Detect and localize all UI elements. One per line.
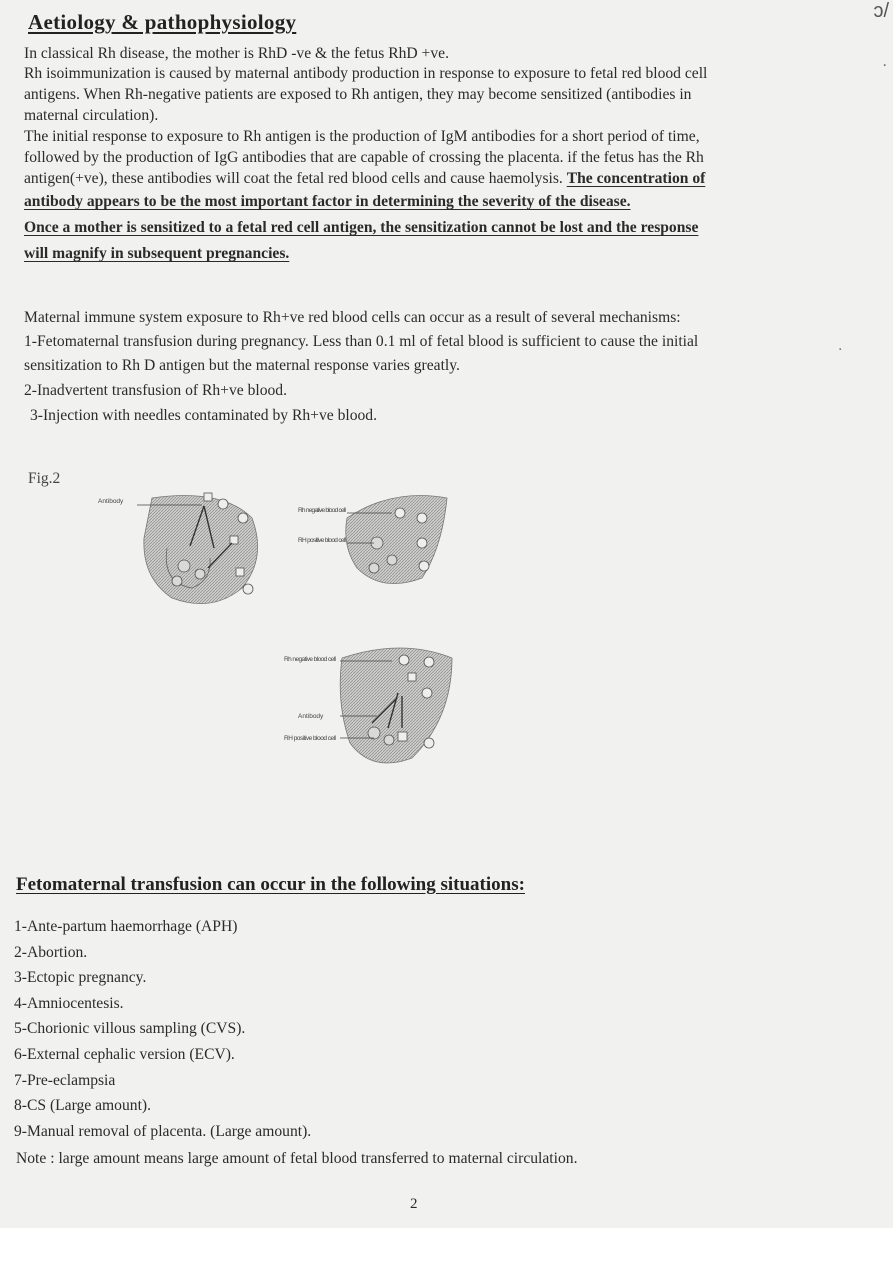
- paragraph-line: In classical Rh disease, the mother is RhD -ve & the fetus RhD +ve.: [24, 45, 449, 62]
- list-item: 6-External cephalic version (ECV).: [14, 1045, 235, 1063]
- stray-dot: .: [838, 338, 843, 354]
- figure-text: Rh negative blood cell: [298, 507, 346, 514]
- figure-panel-3: [284, 648, 452, 763]
- list-item: 4-Amniocentesis.: [14, 994, 124, 1012]
- paragraph-line: Rh isoimmunization is caused by maternal antibody production in response to exposure to fetal red blood cell: [24, 65, 708, 82]
- paragraph-line: Maternal immune system exposure to Rh+ve red blood cells can occur as a result of several mechanisms:: [24, 309, 681, 326]
- list-item: 3-Ectopic pregnancy.: [14, 969, 147, 987]
- figure-text: Antibody: [298, 713, 324, 720]
- emphasis-line: Once a mother is sensitized to a fetal red cell antigen, the sensitization cannot be lost and the response: [24, 219, 699, 236]
- plain-text: antigen(+ve), these antibodies will coat the fetal red blood cells and cause haemolysis.: [24, 170, 567, 187]
- rh-sensitization-figure: [92, 488, 472, 778]
- figure-panel-2: [298, 496, 447, 584]
- emphasis-line: will magnify in subsequent pregnancies.: [24, 245, 290, 262]
- page-number: 2: [410, 1196, 418, 1212]
- paragraph-line: sensitization to Rh D antigen but the maternal response varies greatly.: [24, 357, 460, 374]
- footnote: Note : large amount means large amount of fetal blood transferred to maternal circulation.: [16, 1150, 578, 1167]
- paragraph-line: 2-Inadvertent transfusion of Rh+ve blood.: [24, 382, 287, 399]
- page-margin: [0, 1228, 893, 1263]
- paragraph-line: maternal circulation).: [24, 107, 159, 124]
- list-item: 7-Pre-eclampsia: [14, 1071, 116, 1089]
- list-item: 5-Chorionic villous sampling (CVS).: [14, 1020, 246, 1038]
- figure-text: Rh negative blood cell: [284, 656, 336, 663]
- paragraph-line: followed by the production of IgG antibodies that are capable of crossing the placenta. if the fetus has the Rh: [24, 149, 704, 166]
- paragraph-line: 3-Injection with needles contaminated by Rh+ve blood.: [30, 407, 378, 424]
- edge-mark: ·: [882, 58, 887, 74]
- paragraph-line: 1-Fetomaternal transfusion during pregnancy. Less than 0.1 ml of fetal blood is sufficient to cause the initial: [24, 333, 699, 350]
- figure-text: RH positive blood cell: [284, 735, 336, 742]
- list-item: 8-CS (Large amount).: [14, 1097, 151, 1115]
- paragraph-line: antigens. When Rh-negative patients are exposed to Rh antigen, they may become sensitized (antibodies in: [24, 86, 692, 103]
- list-item: 1-Ante-partum haemorrhage (APH): [14, 918, 238, 935]
- list-item: 9-Manual removal of placenta. (Large amount).: [14, 1122, 312, 1140]
- situations-heading: Fetomaternal transfusion can occur in the following situations:: [16, 874, 525, 895]
- figure-label: Fig.2: [28, 470, 61, 487]
- situations-list: [14, 914, 311, 1144]
- figure-panel-1: [98, 493, 258, 604]
- scribble-mark: ↄ/: [873, 0, 889, 22]
- emphasis-text: The concentration of: [566, 170, 706, 187]
- paragraph-line: [24, 169, 705, 190]
- emphasis-line: antibody appears to be the most important factor in determining the severity of the disease.: [24, 193, 631, 210]
- figure-text: Antibody: [98, 498, 124, 505]
- paragraph-line: The initial response to exposure to Rh antigen is the production of IgM antibodies for a short period of time,: [24, 128, 700, 145]
- section-heading: Aetiology & pathophysiology: [28, 10, 297, 34]
- list-item: 2-Abortion.: [14, 943, 88, 961]
- figure-text: RH positive blood cell: [298, 537, 346, 544]
